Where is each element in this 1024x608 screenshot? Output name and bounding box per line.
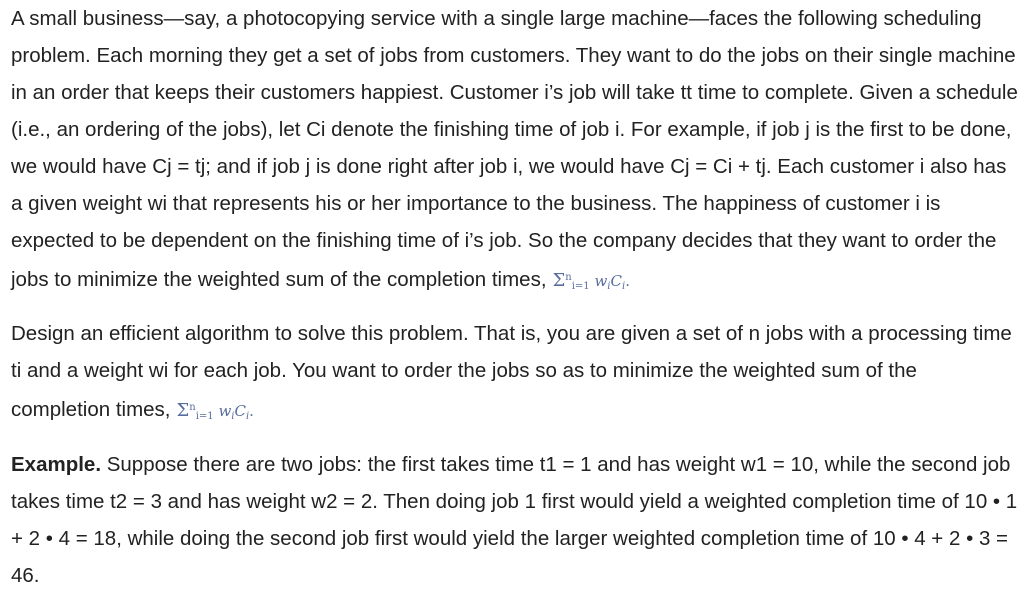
formula-period: . xyxy=(249,402,254,420)
sum-upper-limit: n xyxy=(189,402,196,413)
sum-upper-limit: n xyxy=(565,272,572,283)
sum-lower-limit: i=1 xyxy=(195,411,214,422)
formula-period: . xyxy=(625,272,630,290)
formula-weight-index: i xyxy=(231,411,235,422)
formula-completion: C xyxy=(610,272,622,290)
weighted-sum-formula xyxy=(177,402,254,420)
example-text: Suppose there are two jobs: the first takes time t1 = 1 and has weight w1 = 10, while the second job takes time t2 = 3 and has weight w2 = 2. Then doing job 1 first would yield a weighted completion time of 10 • 1 + 2 • 4 = 18, while doing the second job first would yield the larger weighted completion time of 10 • 4 + 2 • 3 = 46. xyxy=(11,453,1018,587)
sigma-symbol: Σ xyxy=(176,400,190,421)
task-paragraph xyxy=(11,315,1021,435)
formula-completion: C xyxy=(234,402,246,420)
problem-statement-paragraph xyxy=(11,0,1021,305)
formula-weight: w xyxy=(218,402,232,420)
problem-statement-text: A small business—say, a photocopying service with a single large machine—faces the following scheduling problem. Each morning they get a set of jobs from customers. They want to do the jobs on their single machine in an order that keeps their customers happiest. Customer i’s job will take tt time to complete. Given a schedule (i.e., an ordering of the jobs), let Ci denote the finishing time of job i. For example, if job j is the first to be done, we would have Cj = tj; and if job j is done right after job i, we would have Cj = Ci + tj. Each customer i also has a given weight wi that represents his or her importance to the business. The happiness of customer i is expected to be dependent on the finishing time of i’s job. So the company decides that they want to order the jobs to minimize the weighted sum of the completion times, xyxy=(11,7,1018,291)
formula-completion-index: i xyxy=(245,411,250,422)
task-text: Design an efficient algorithm to solve this problem. That is, you are given a set of n jobs with a processing time ti and a weight wi for each job. You want to order the jobs so as to minimize the weighted sum of the completion times, xyxy=(11,322,1012,421)
formula-completion-index: i xyxy=(621,281,626,292)
sum-lower-limit: i=1 xyxy=(571,281,590,292)
document-body xyxy=(11,0,1021,594)
example-label: Example. xyxy=(11,453,102,476)
example-paragraph xyxy=(11,446,1021,594)
weighted-sum-formula xyxy=(553,272,630,290)
formula-weight: w xyxy=(594,272,608,290)
sigma-symbol: Σ xyxy=(552,270,566,291)
formula-weight-index: i xyxy=(607,281,611,292)
